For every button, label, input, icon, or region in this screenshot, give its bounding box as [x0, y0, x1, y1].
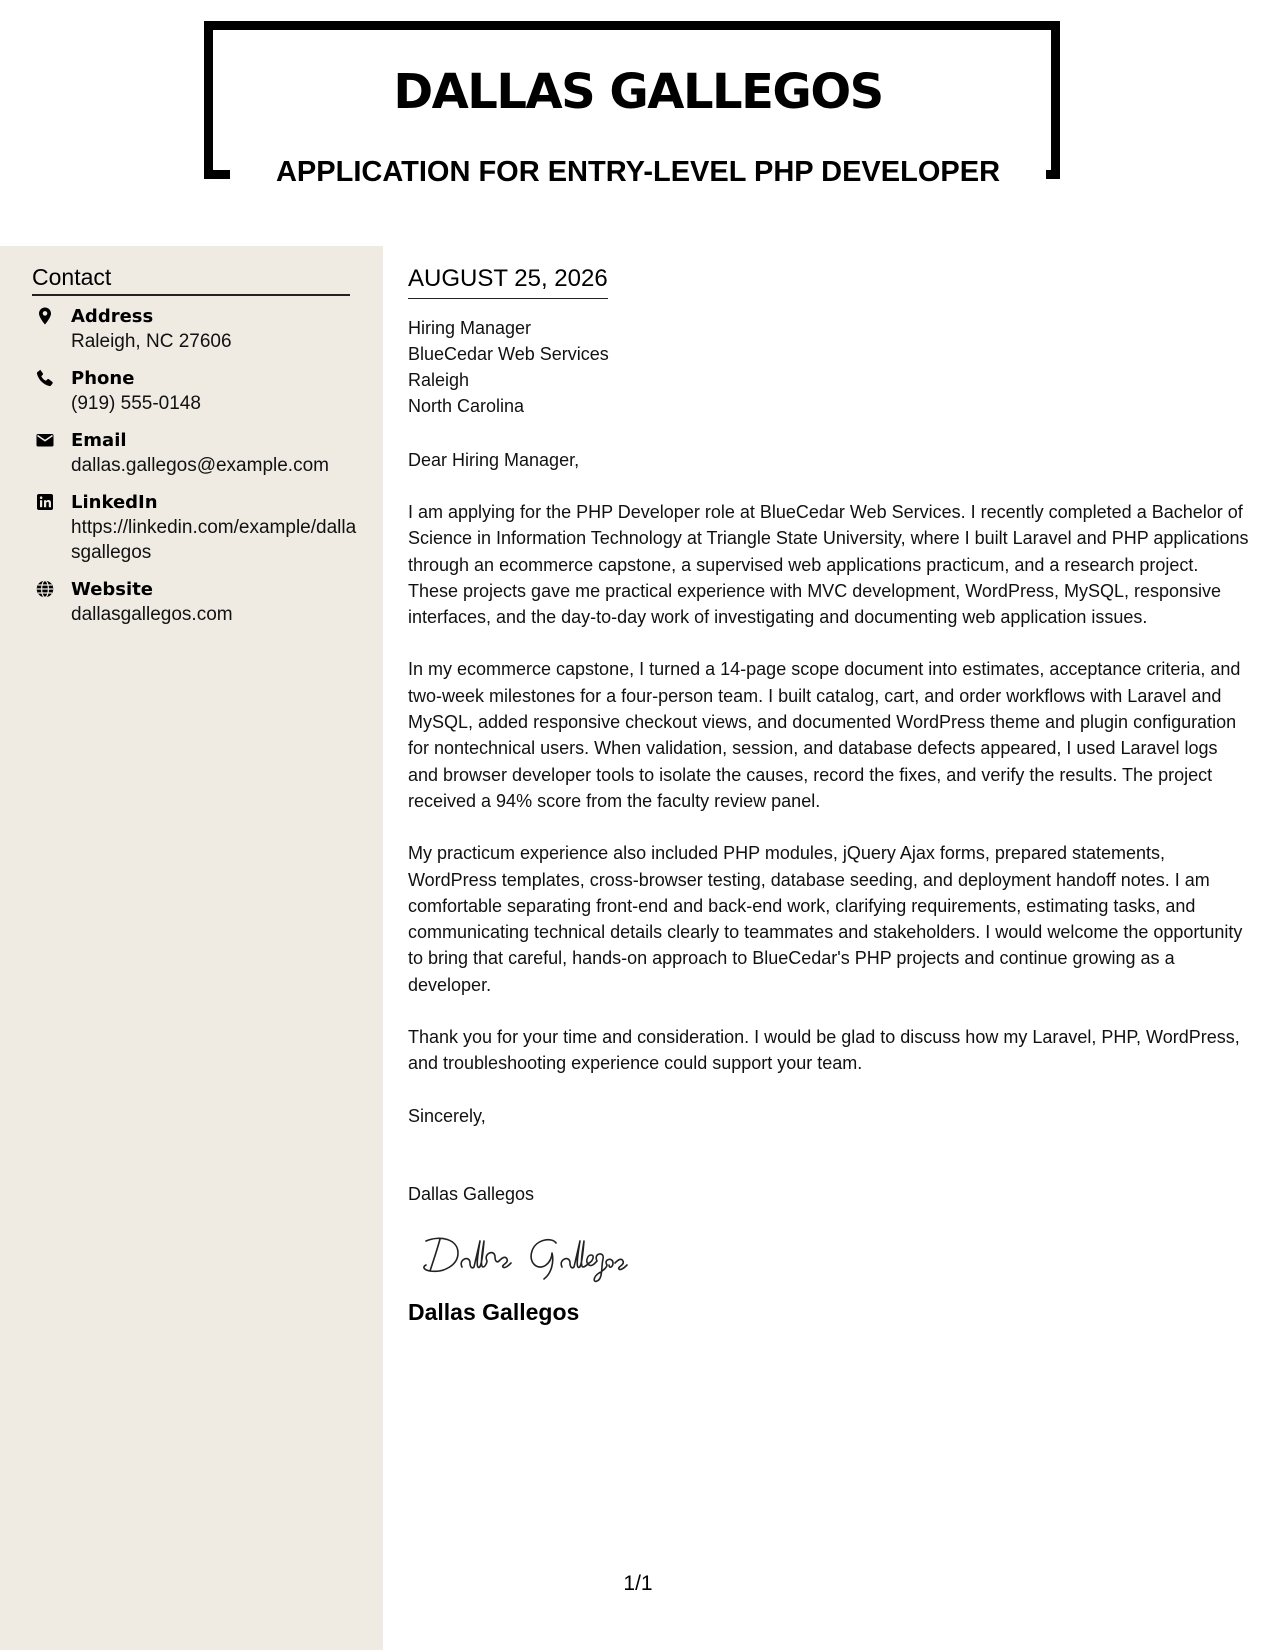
envelope-icon: [35, 430, 55, 450]
recipient-state: North Carolina: [408, 396, 525, 416]
paragraph-practicum: My practicum experience also included PHP modules, jQuery Ajax forms, prepared statements, WordPress templates, cross-browser testing, database seeding, and deployment handoff notes. I am comfortable separating front-end and back-end work, clarifying requirements, estimating tasks, and communicating technical details clearly to teammates and stakeholders. I would welcome the opportunity to bring that careful, hands-on approach to BlueCedar's PHP projects and continue growing as a developer.: [408, 843, 1243, 995]
contact-item-email: [32, 428, 362, 478]
email-value: dallas.gallegos@example.com: [71, 455, 329, 476]
linkedin-value[interactable]: https://linkedin.com/example/dallasgallegos: [71, 517, 357, 563]
recipient-city: Raleigh: [408, 370, 470, 390]
website-value[interactable]: dallasgallegos.com: [71, 604, 233, 625]
contact-item-phone: [32, 366, 362, 416]
globe-icon: [35, 579, 55, 599]
letter-body: [408, 262, 1250, 1327]
contact-label: Address: [71, 306, 154, 327]
contact-sidebar: [0, 246, 383, 1650]
contact-label: LinkedIn: [71, 492, 158, 513]
letter-date: AUGUST 25, 2026: [408, 262, 608, 299]
handwritten-signature: [416, 1227, 676, 1287]
applicant-name-heading: DALLAS GALLEGOS: [393, 64, 883, 120]
contact-label: Email: [71, 430, 127, 451]
recipient-block: [408, 315, 1250, 419]
phone-value: (919) 555-0148: [71, 393, 201, 414]
phone-icon: [35, 368, 55, 388]
address-value: Raleigh, NC 27606: [71, 331, 232, 352]
contact-heading: Contact: [32, 262, 350, 296]
application-title: APPLICATION FOR ENTRY-LEVEL PHP DEVELOPER: [230, 154, 1046, 190]
paragraph-intro: I am applying for the PHP Developer role at BlueCedar Web Services. I recently completed a Bachelor of Science in Information Technology at Triangle State University, where I built Laravel and PHP applications through an ecommerce capstone, a supervised web applications practicum, and a research project. These projects gave me practical experience with MVC development, WordPress, MySQL, responsive interfaces, and the day-to-day work of investigating and documenting web application issues.: [408, 502, 1249, 628]
page-number: 1/1: [623, 1572, 653, 1595]
contact-list: [32, 304, 362, 639]
linkedin-icon: [35, 492, 55, 512]
signer-name: Dallas Gallegos: [408, 1183, 535, 1204]
salutation: Dear Hiring Manager,: [408, 450, 580, 470]
contact-label: Phone: [71, 368, 135, 389]
recipient-company: BlueCedar Web Services: [408, 344, 609, 364]
location-pin-icon: [35, 306, 55, 326]
paragraph-thanks: Thank you for your time and consideration. I would be glad to discuss how my Laravel, PHP, WordPress, and troubleshooting experience could support your team.: [408, 1027, 1240, 1074]
contact-item-linkedin: [32, 490, 362, 565]
contact-label: Website: [71, 579, 154, 600]
contact-item-address: [32, 304, 362, 354]
recipient-title: Hiring Manager: [408, 318, 532, 338]
contact-item-website: [32, 577, 362, 627]
frame-top-bar: [204, 21, 1060, 30]
paragraph-capstone: In my ecommerce capstone, I turned a 14-page scope document into estimates, acceptance criteria, and two-week milestones for a four-person team. I built catalog, cart, and order workflows with Laravel and MySQL, added responsive checkout views, and documented WordPress theme and plugin configuration for nontechnical users. When validation, session, and database defects appeared, I used Laravel logs and browser developer tools to isolate the causes, record the fixes, and verify the results. The project received a 94% score from the faculty review panel.: [408, 659, 1241, 811]
closing: Sincerely,: [408, 1105, 486, 1126]
printed-name: Dallas Gallegos: [408, 1298, 580, 1325]
